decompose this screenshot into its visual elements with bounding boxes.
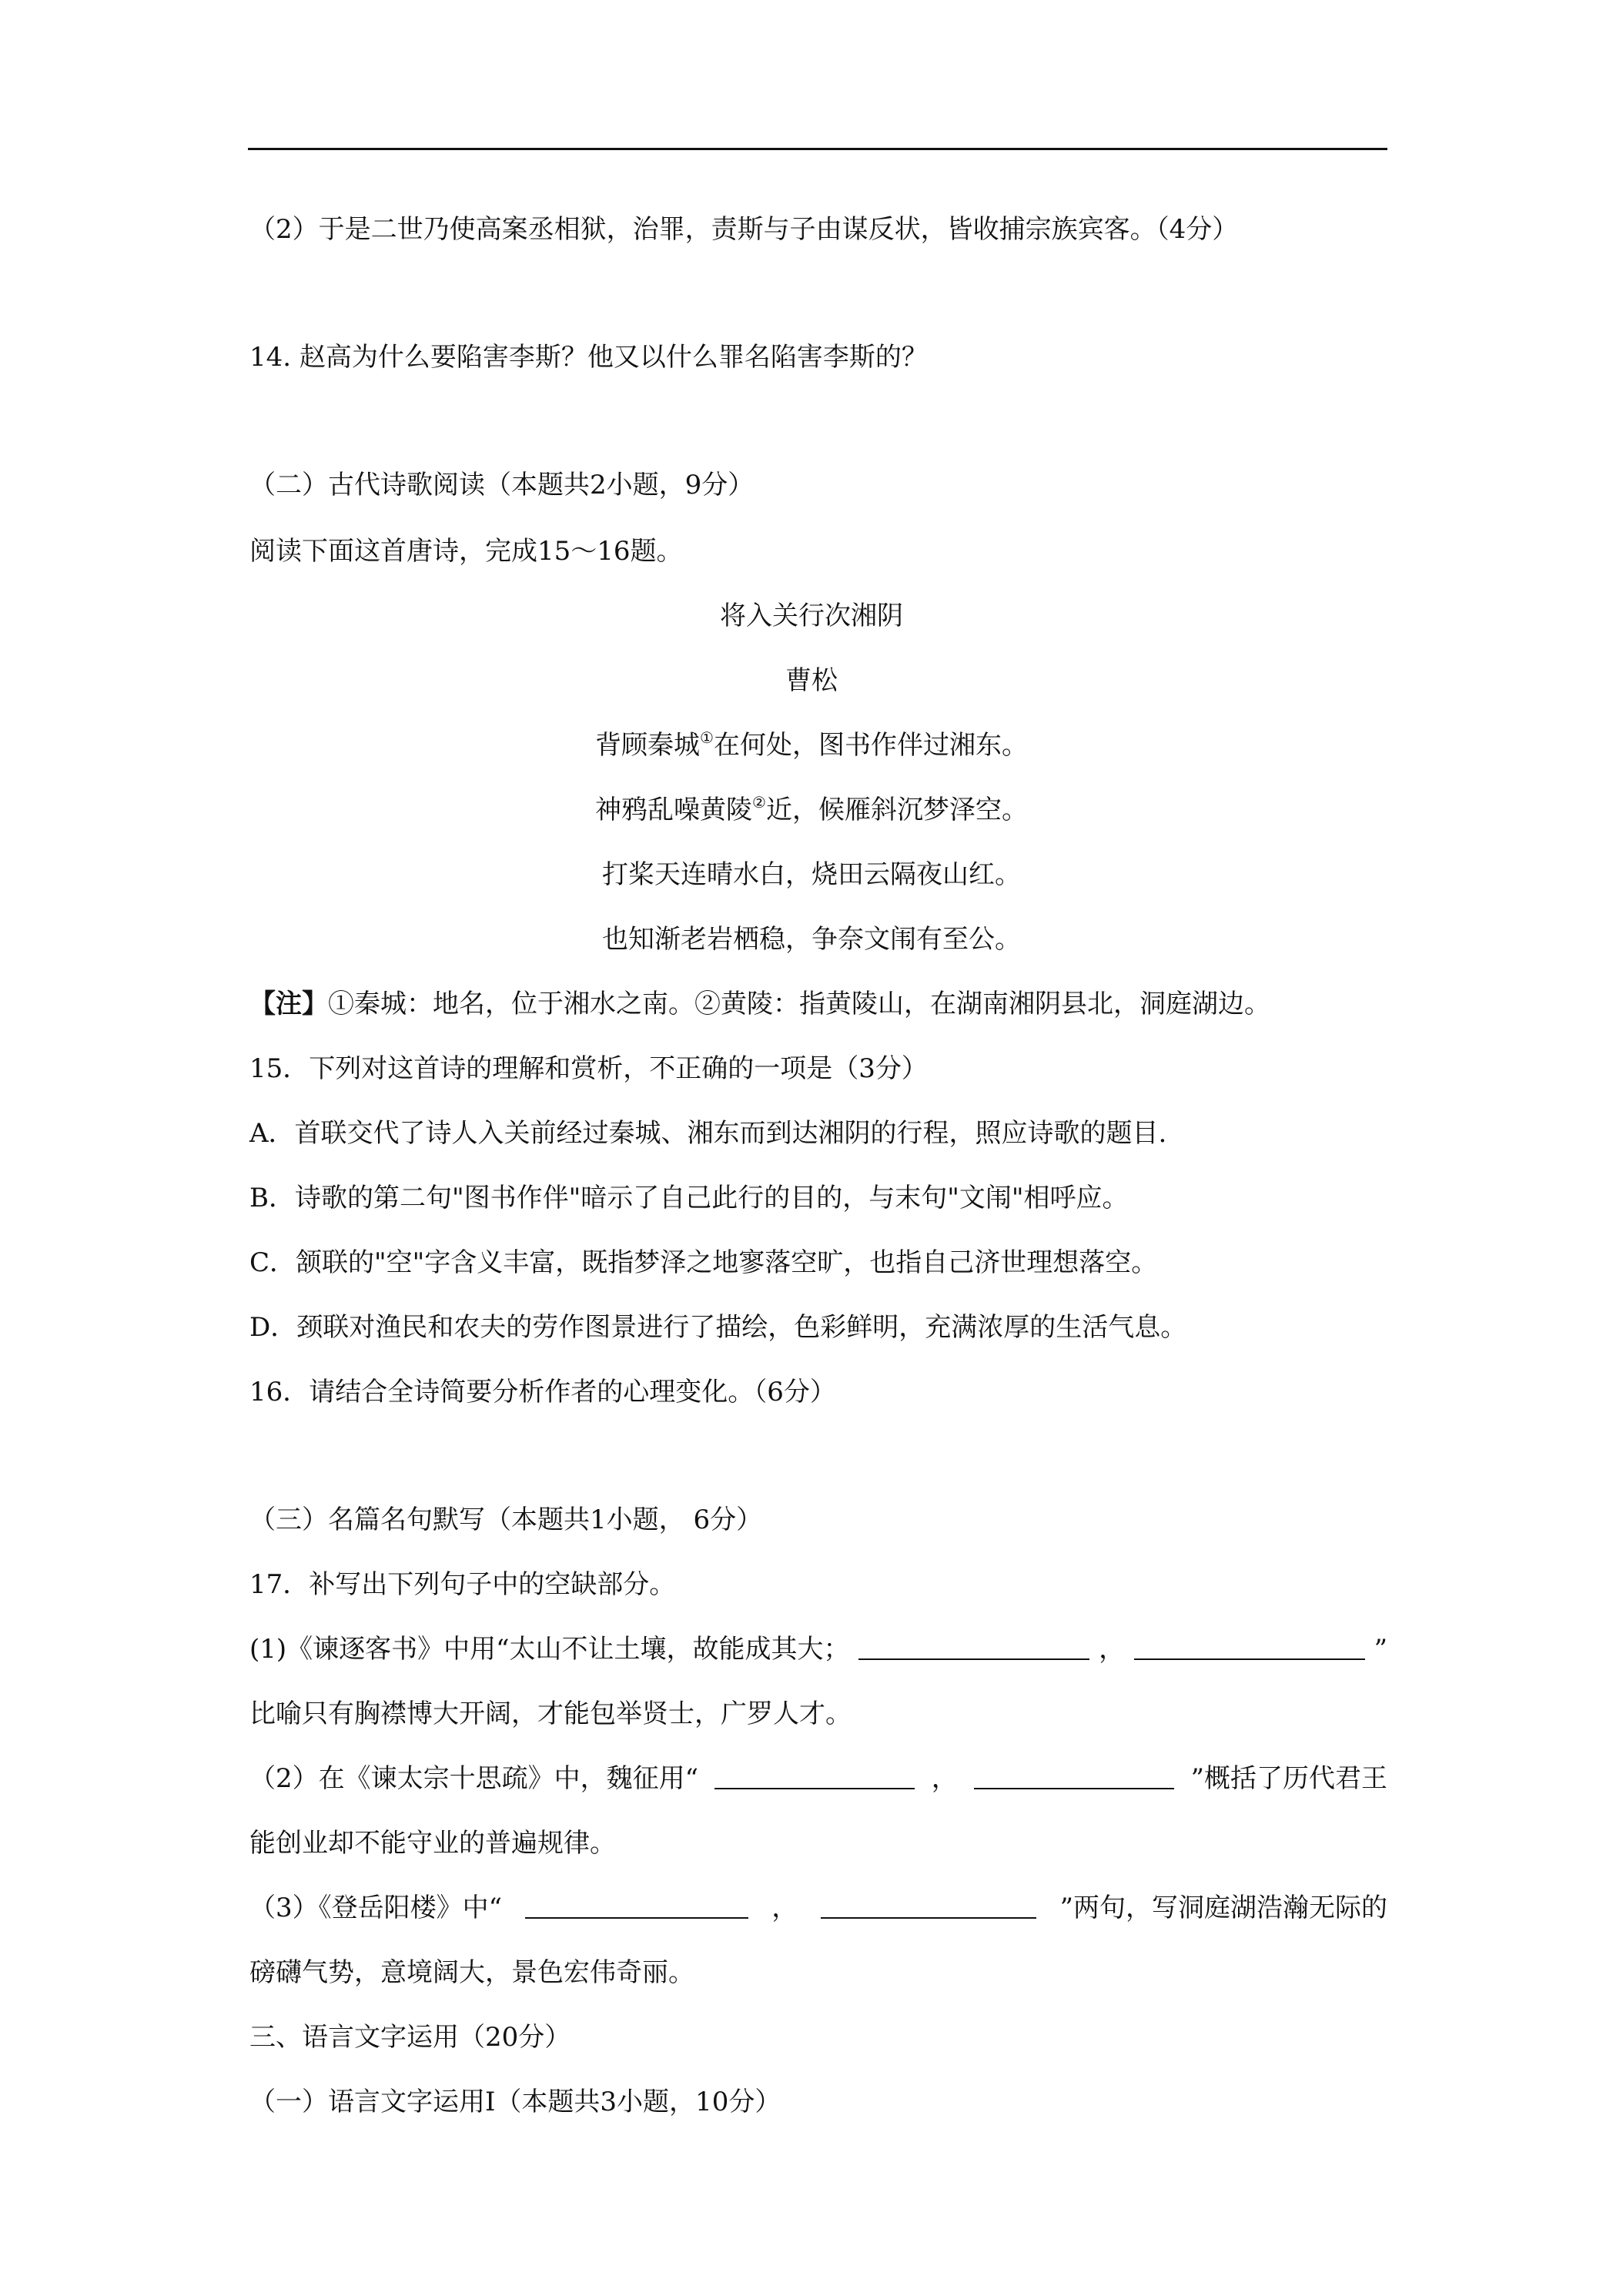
- section2-title: （二）古代诗歌阅读（本题共2小题，9分）: [249, 470, 755, 500]
- part3-subsection-1: （一）语言文字运用Ⅰ（本题共3小题，10分）: [249, 2087, 781, 2117]
- note-label: 【注】: [249, 989, 328, 1019]
- q17-item-1: (1)《谏逐客书》中用“太山不让土壤，故能成其大； ， ”: [249, 1634, 1387, 1665]
- poem-title: 将入关行次湘阴: [720, 601, 903, 631]
- footnote-mark-2: ②: [752, 793, 766, 812]
- header-rule: [248, 148, 1387, 150]
- section2-intro: 阅读下面这首唐诗，完成15～16题。: [249, 536, 683, 567]
- poem-line-2: 神鸦乱噪黄陵②近，候雁斜沉梦泽空。: [595, 793, 1028, 825]
- q17-item-2: （2）在《谏太宗十思疏》中，魏征用“ ， ”概括了历代君王: [249, 1763, 1387, 1794]
- poem-author: 曹松: [785, 665, 838, 696]
- poem-line-4: 也知渐老岩栖稳，争奈文闱有至公。: [602, 924, 1021, 955]
- q15-option-a: A．首联交代了诗人入关前经过秦城、湘东而到达湘阴的行程，照应诗歌的题目.: [249, 1118, 1167, 1149]
- question-16: 16．请结合全诗简要分析作者的心理变化。（6分）: [249, 1377, 836, 1407]
- blank-3a[interactable]: [525, 1891, 748, 1919]
- blank-1a[interactable]: [858, 1632, 1089, 1660]
- q17-item-3: （3）《登岳阳楼》中“ ， ”两句，写洞庭湖浩瀚无际的: [249, 1893, 1387, 1923]
- question-14: 14. 赵高为什么要陷害李斯？他又以什么罪名陷害李斯的？: [249, 342, 928, 373]
- poem-note: [249, 987, 1270, 1021]
- q13-part2: （2）于是二世乃使高案丞相狱，治罪，责斯与子由谋反状，皆收捕宗族宾客。（4分）: [249, 214, 1239, 245]
- q15-option-d: D．颈联对渔民和农夫的劳作图景进行了描绘，色彩鲜明，充满浓厚的生活气息。: [249, 1312, 1187, 1343]
- q17-item-3-cont: 磅礴气势，意境阔大，景色宏伟奇丽。: [249, 1957, 694, 1988]
- q15-option-b: B．诗歌的第二句"图书作伴"暗示了自己此行的目的，与末句"文闱"相呼应。: [249, 1183, 1129, 1213]
- note-text: ①秦城：地名，位于湘水之南。②黄陵：指黄陵山，在湖南湘阴县北，洞庭湖边。: [328, 989, 1270, 1019]
- poem-line-1: 背顾秦城①在何处，图书作伴过湘东。: [595, 728, 1028, 761]
- blank-2a[interactable]: [714, 1762, 915, 1789]
- footnote-mark-1: ①: [700, 728, 714, 747]
- question-15: 15．下列对这首诗的理解和赏析，不正确的一项是（3分）: [249, 1053, 928, 1084]
- q15-option-c: C．颔联的"空"字含义丰富，既指梦泽之地寥落空旷，也指自己济世理想落空。: [249, 1247, 1158, 1278]
- blank-3b[interactable]: [821, 1891, 1036, 1919]
- part3-title: 三、语言文字运用（20分）: [249, 2022, 571, 2053]
- section3-title: （三）名篇名句默写（本题共1小题， 6分）: [249, 1504, 763, 1535]
- question-17: 17．补写出下列句子中的空缺部分。: [249, 1569, 676, 1600]
- blank-1b[interactable]: [1134, 1632, 1365, 1660]
- poem-line-3: 打桨天连晴水白，烧田云隔夜山红。: [602, 859, 1021, 890]
- blank-2b[interactable]: [974, 1762, 1174, 1789]
- q17-item-2-cont: 能创业却不能守业的普遍规律。: [249, 1828, 616, 1859]
- q17-item-1-cont: 比喻只有胸襟博大开阔，才能包举贤士，广罗人才。: [249, 1699, 852, 1729]
